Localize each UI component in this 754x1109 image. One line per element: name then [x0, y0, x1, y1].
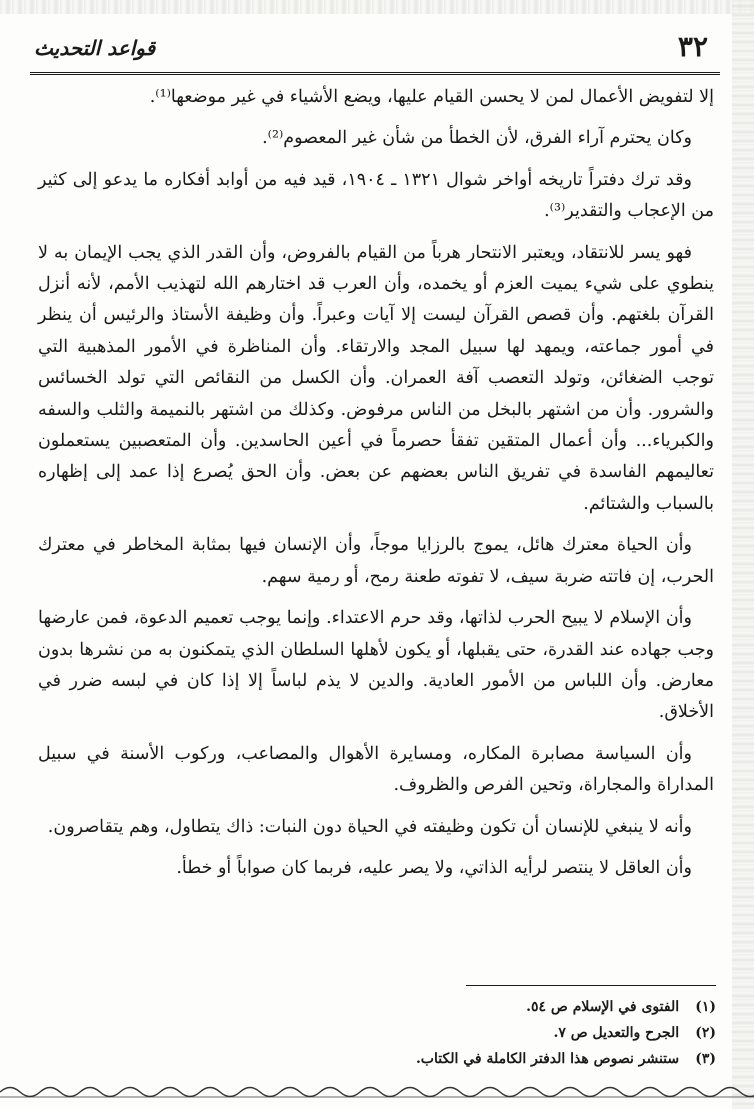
footnote-number: (٣) — [695, 1051, 716, 1067]
bottom-ornament — [0, 1081, 754, 1103]
footnote-text: ستنشر نصوص هذا الدفتر الكاملة في الكتاب. — [415, 1051, 680, 1067]
paragraph: إلا لتفويض الأعمال لمن لا يحسن القيام عليها، ويضع الأشياء في غير موضعها⁽¹⁾. — [149, 87, 714, 107]
running-title: قواعد التحديث — [34, 36, 156, 60]
footnote-text: الجرح والتعديل ص ٧. — [553, 1025, 680, 1041]
page-header — [34, 28, 714, 68]
paragraph: وأن الإسلام لا يبيح الحرب لذاتها، وقد حرم الاعتداء. وإنما يوجب تعميم الدعوة، فمن عارضها وجب جهاده عند القدرة، حتى يقبلها، أو يكون لأهلها السلطان الذي يتمكنون به من نشرها بدون معارض. وأن اللباس من الأمور العادية. والدين لا يذم لباساً إلا إذا كان في لبسه ضرر في الأخلاق. — [38, 608, 714, 723]
paragraph: وكان يحترم آراء الفرق، لأن الخطأ من شأن غير المعصوم⁽²⁾. — [262, 128, 692, 149]
footnote — [40, 1020, 716, 1046]
header-rule — [30, 72, 720, 75]
paragraph: وأن السياسة مصابرة المكاره، ومسايرة الأهوال والمصاعب، وركوب الأسنة في سبيل المداراة والمجاراة، وتحين الفرص والظروف. — [38, 743, 714, 796]
footnote-text: الفتوى في الإسلام ص ٥٤. — [526, 999, 680, 1015]
footnote — [40, 994, 716, 1020]
paragraph: وأنه لا ينبغي للإنسان أن تكون وظيفته في الحياة دون النبات: ذاك يتطاول، وهم يتقاصرون. — [47, 816, 692, 837]
paragraph: وأن العاقل لا ينتصر لرأيه الذاتي، ولا يصر عليه، فربما كان صواباً أو خطأ. — [176, 857, 692, 878]
footnote-number: (١) — [695, 999, 716, 1015]
footnote-rule — [466, 985, 716, 986]
paragraph: وقد ترك دفتراً تاريخه أواخر شوال ١٣٢١ ـ ١٩٠٤، قيد فيه من أوابد أفكاره ما يدعو إلى كثير من الإعجاب والتقدير⁽³⁾. — [38, 169, 714, 222]
paragraph: فهو يسر للانتقاد، ويعتبر الانتحار هرباً من القيام بالفروض، وأن القدر الذي يجب الإيمان به لا ينطوي على شيء يميت العزم أو يخمده، وأن العرب قد اختارهم الله لتهذيب الأمم، لأنه أنزل القرآن بلغتهم. وأن قصص القرآن ليست إلا آيات وعبراً. وأن وظيفة الأستاذ والرئيس أن ينظر في أمور جماعته، ويمهد لها سبيل المجد والارتقاء. وأن المناظرة في الأمور المذهبية التي توجب الضغائن، وتولد التعصب آفة العمران. وأن الكسل من النقائص التي تولد الخسائس والشرور. وأن من اشتهر بالبخل من الناس مرفوض. وكذلك من اشتهر بالنميمة والثلب والسفه والكبرياء... وأن أعمال المتقين تفقأ حصرماً في أعين الحاسدين. وأن المتعصبين يستعملون تعاليمهم الفاسدة في تفريق الناس بعضهم عن بعض. وأن الحق يُصرع إذا عمد إلى إظهاره بالسباب والشتائم. — [38, 242, 714, 514]
footnote — [40, 1046, 716, 1072]
main-text — [38, 82, 714, 894]
scan-edge-top — [0, 0, 754, 14]
footnote-number: (٢) — [695, 1025, 716, 1041]
scan-edge-right — [732, 0, 754, 1109]
footnotes — [40, 994, 716, 1072]
page-number: ٣٢ — [677, 30, 708, 63]
paragraph: وأن الحياة معترك هائل، يموج بالرزايا موجاً، وأن الإنسان فيها بمثابة المخاطر في معترك الحرب، إن فاتته ضربة سيف، لا تفوته طعنة رمح، أو رمية سهم. — [38, 535, 714, 587]
